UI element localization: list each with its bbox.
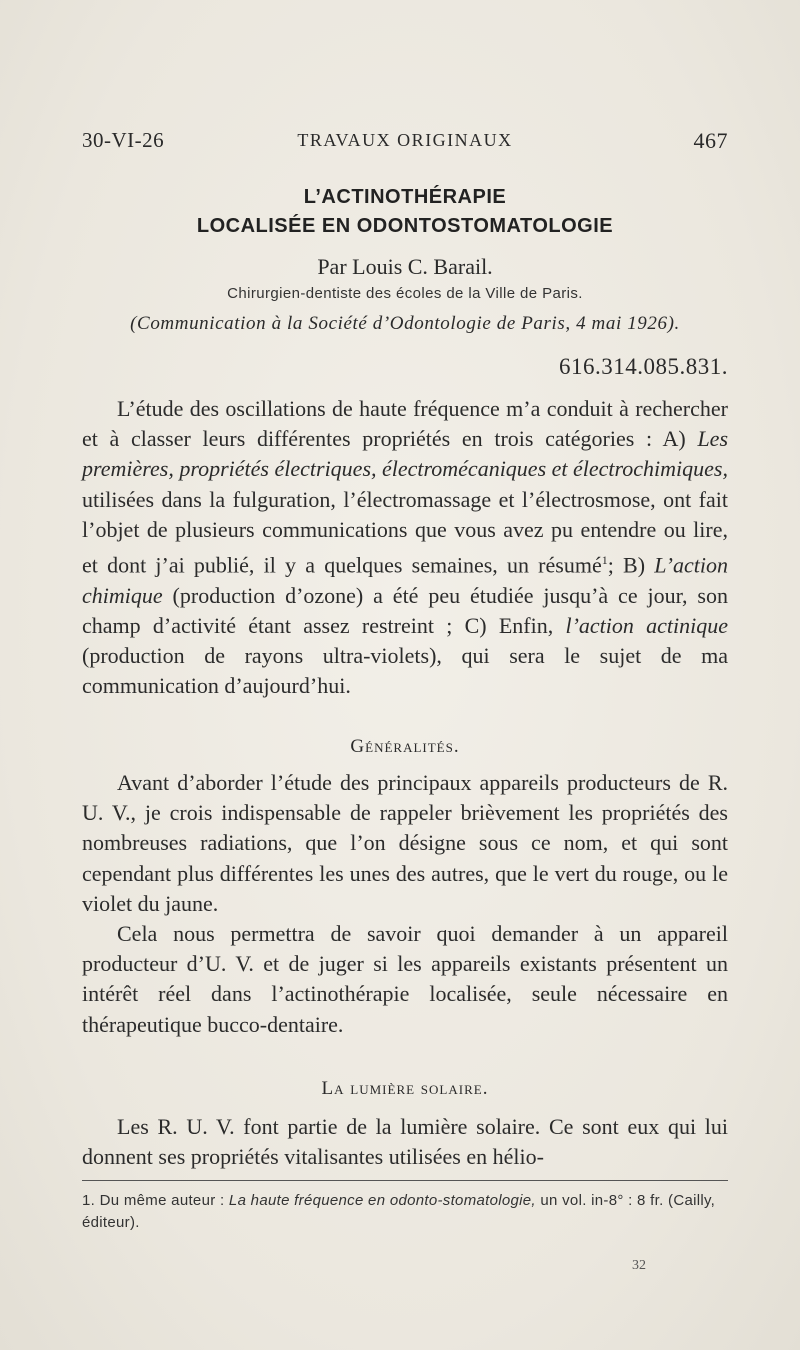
section-heading-generalites: Généralités. [350,736,460,757]
paragraph-text: Les R. U. V. font partie de la lumière solaire. Ce sont eux qui lui donnent ses propriétés vitalisantes utilisées en hélio- [82,1114,728,1170]
section-title: TRAVAUX ORIGINAUX [297,130,513,150]
italic-run: L’action chimique [82,552,728,608]
author-affiliation: Chirurgien-dentiste des écoles de la Ville de Paris. [227,285,583,302]
text-run: L’étude des oscillations de haute fréquence m’a conduit à rechercher et à classer leurs différentes propriétés en trois catégories : A) [82,396,728,452]
paragraph-text: Cela nous permettra de savoir quoi demander à un appareil producteur d’U. V. et de juger si les appareils existants présentent un intérêt réel dans l’actinothérapie localisée, seule nécessaire en thérapeutique bucco-dentaire. [82,921,728,1037]
text-run: utilisées dans la fulguration, l’électromassage et l’électrosmose, ont fait l’objet de plusieurs communications que vous avez pu entendre ou lire, et dont j’ai publié, il y a quelques semaines, un résumé [82,486,728,578]
italic-run: l’action actinique [565,612,728,638]
footnote-text: un vol. in-8° : 8 fr. (Cailly, éditeur). [82,1192,716,1231]
text-run: (production de rayons ultra-violets), qui sera le sujet de ma communication d’aujourd’hui. [82,642,728,699]
communication-note: (Communication à la Société d’Odontologie de Paris, 4 mai 1926). [130,313,680,334]
paragraph-lumiere [82,1112,728,1172]
article-title-line2: LOCALISÉE EN ODONTOSTOMATOLOGIE [196,215,614,237]
italic-run: Les premières, propriétés électriques, électromécaniques et électrochimiques, [82,426,728,482]
footnote-number: 1. [82,1192,96,1209]
running-head [82,128,728,158]
footnote-reference: 1 [601,553,608,568]
signature-mark: 32 [632,1258,646,1273]
paragraph-text: Avant d’aborder l’étude des principaux appareils producteurs de R. U. V., je crois indispensable de rappeler brièvement les propriétés des nombreuses radiations, que l’on désigne sous ce nom, et qui sont cependant plus différentes les unes des autres, que le vert du rouge, ou le violet du jaune. [82,770,728,916]
text-run: (production d’ozone) a été peu étudiée jusqu’à ce jour, son champ d’activité étant assez restreint ; C) Enfin, [82,582,728,638]
text-run: ; B) [607,552,655,578]
article-title-line1: L’ACTINOTHÉRAPIE [303,186,507,208]
issue-date: 30-VI-26 [82,128,165,152]
paragraph-generalites [82,768,728,1040]
page-number: 467 [693,128,728,153]
author-byline: Par Louis C. Barail. [317,254,493,279]
footnote-text: Du même auteur : [99,1192,229,1209]
footnote-italic: La haute fréquence en odonto-stomatologie, [228,1192,536,1209]
section-heading-lumiere-solaire: La lumière solaire. [321,1078,489,1099]
footnote [82,1190,728,1234]
footnote-separator [82,1180,728,1181]
paragraph-intro [82,394,728,701]
classification-number: 616.314.085.831. [559,354,728,379]
